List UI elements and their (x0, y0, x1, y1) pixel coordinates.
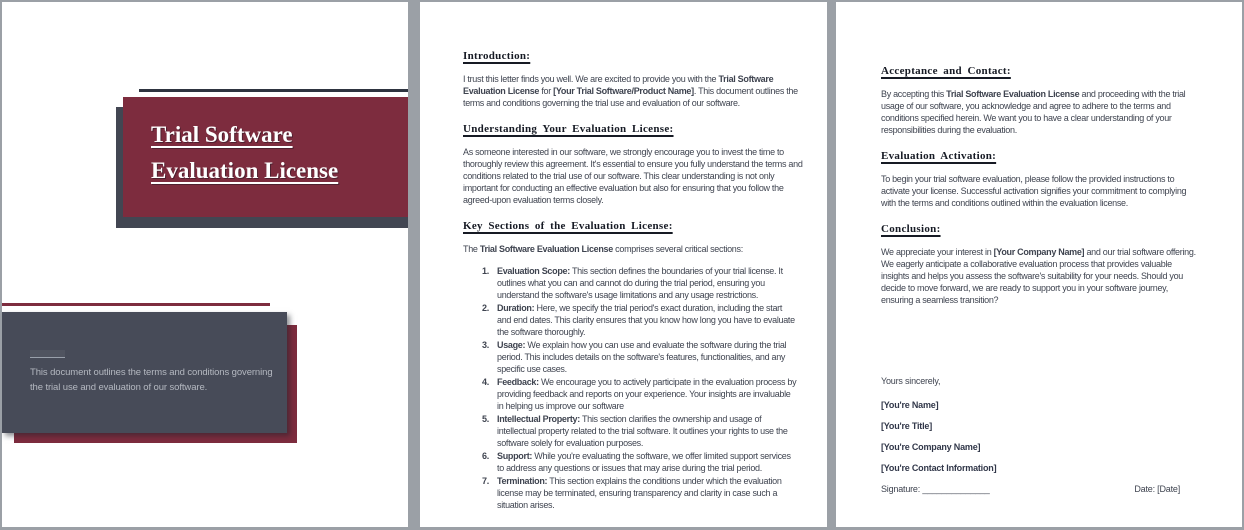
list-item-text: Evaluation Scope: This section defines the boundaries of your trial license. It outlines what you can and cannot do during the trial period, ensuring you understand the software's usage limitations and any usage restrictions. (497, 266, 783, 300)
list-item-number: 2. (482, 303, 489, 313)
list-item-text: Feedback: We encourage you to actively participate in the evaluation process by providing feedback and reports on your experience. Your insights are invaluable in helping us improve our software (497, 377, 797, 411)
list-item-number: 1. (482, 266, 489, 276)
list-item-text: Usage: We explain how you can use and evaluate the software during the trial period. This includes details on the software's features, functionalities, and any specific use cases. (497, 340, 787, 374)
numbered-list (463, 265, 808, 511)
salutation: Yours sincerely, (881, 376, 941, 386)
page-2-content (420, 2, 827, 527)
list-item-text: Termination: This section explains the conditions under which the evaluation license may be terminated, ensuring transparency and clarity in case such a situation arises. (497, 476, 782, 510)
body-paragraph: As someone interested in our software, we strongly encourage you to invest the time to thoroughly review this agreement. It's essential to ensure you fully understand the terms and conditions related to the trial use of our software. This clear understanding is not only important for conducting an effective evaluation but also for ensuring that you follow the agreed-upon evaluation terms closely. (463, 147, 803, 205)
cover-placeholder-dash (30, 350, 65, 358)
section-heading-understanding: Understanding Your Evaluation License: (463, 123, 674, 135)
body-paragraph: By accepting this Trial Software Evaluation License and proceeding with the trial usage of our software, you acknowledge and agree to adhere to the terms and conditions specified herein. We want you to have a clear understanding of your responsibilities during the evaluation. (881, 89, 1186, 135)
cover-title (151, 117, 408, 189)
page-body-2 (836, 2, 1242, 527)
section-heading-activation: Evaluation Activation: (881, 150, 997, 162)
signature-date-row (881, 484, 1202, 494)
cover-bottom-rule (2, 303, 270, 306)
page-cover (2, 2, 408, 527)
body-paragraph: To begin your trial software evaluation, please follow the provided instructions to activate your license. Successful activation signifies your commitment to complying with the terms and conditions outlined within the evaluation license. (881, 174, 1187, 208)
section-heading-conclusion: Conclusion: (881, 223, 941, 235)
signature-field: Signature: ______________ (881, 484, 990, 494)
cover-description: This document outlines the terms and conditions governing the trial use and evaluation of our software. (30, 367, 273, 393)
placeholder-company: [You're Company Name] (881, 442, 981, 452)
list-item (482, 450, 797, 474)
list-item (482, 376, 797, 412)
section-heading-introduction: Introduction: (463, 50, 531, 62)
list-item (482, 339, 797, 375)
cover-description-panel (2, 312, 287, 433)
list-item (482, 475, 797, 511)
list-item-number: 6. (482, 451, 489, 461)
placeholder-contact: [You're Contact Information] (881, 463, 997, 473)
page-body-1 (420, 2, 827, 527)
body-paragraph: We appreciate your interest in [Your Company Name] and our trial software offering. We eagerly anticipate a collaborative evaluation process that provides valuable insights and helps you assess the software's suitability for your needs. Should you decide to move forward, we are ready to support you in your software journey, ensuring a seamless transition? (881, 247, 1196, 305)
placeholder-title: [You're Title] (881, 421, 933, 431)
cover-title-line1: Trial Software (151, 122, 293, 147)
list-item-text: Intellectual Property: This section clarifies the ownership and usage of intellectual property related to the trial software. It outlines your rights to use the software solely for evaluation purposes. (497, 414, 788, 448)
signature-block (881, 376, 1202, 494)
body-paragraph: The Trial Software Evaluation License comprises several critical sections: (463, 244, 743, 254)
placeholder-name: [You're Name] (881, 400, 939, 410)
list-item (482, 265, 797, 301)
list-item (482, 413, 797, 449)
cover-top-rule (139, 89, 408, 92)
list-item-number: 5. (482, 414, 489, 424)
body-paragraph: I trust this letter finds you well. We are excited to provide you with the Trial Software Evaluation License for [Your Trial Software/Product Name]. This document outlines the terms and conditions governing the trial use and evaluation of our software. (463, 74, 798, 108)
list-item-number: 7. (482, 476, 489, 486)
list-item-number: 3. (482, 340, 489, 350)
list-item (482, 302, 797, 338)
cover-title-line2: Evaluation License (151, 158, 339, 183)
section-heading-key-sections: Key Sections of the Evaluation License: (463, 220, 673, 232)
section-heading-acceptance: Acceptance and Contact: (881, 65, 1011, 77)
list-item-text: Duration: Here, we specify the trial period's exact duration, including the start and end dates. This clarity ensures that you know how long you have to evaluate the software thoroughly. (497, 303, 795, 337)
date-field: Date: [Date] (1134, 484, 1180, 494)
page-3-content (836, 2, 1242, 527)
list-item-text: Support: While you're evaluating the software, we offer limited support services to address any questions or issues that may arise during the trial period. (497, 451, 791, 473)
list-item-number: 4. (482, 377, 489, 387)
cover-title-box (123, 97, 408, 217)
